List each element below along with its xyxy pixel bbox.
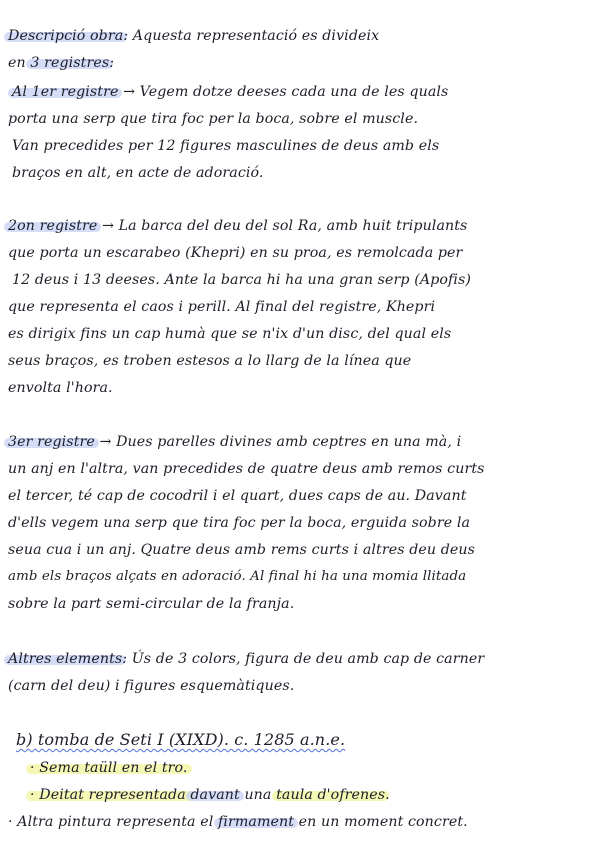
reg2-text-1: → La barca del deu del sol Ra, amb huit tripulants bbox=[97, 218, 468, 234]
reg3-label-highlight: 3er registre bbox=[8, 434, 95, 450]
reg1-line-1 bbox=[12, 82, 448, 102]
reg2-line-2: que porta un escarabeo (Khepri) en su proa, es remolcada per bbox=[8, 245, 463, 261]
reg3-line-6: amb els braços alçats en adoració. Al final hi ha una momia llitada bbox=[8, 569, 467, 584]
bullet-2-highlight: · Deitat representada bbox=[30, 787, 191, 803]
intro-line-1 bbox=[8, 26, 379, 46]
section-b-heading bbox=[16, 730, 345, 750]
intro-line-2 bbox=[8, 53, 114, 73]
intro-text-2b: : bbox=[109, 55, 115, 71]
firmament-highlight: firmament bbox=[217, 814, 295, 830]
others-label-highlight: Altres elements bbox=[8, 651, 123, 667]
reg2-line-6: seus braços, es troben estesos a lo llarg de la línea que bbox=[8, 353, 412, 369]
bullet-2-text: una bbox=[239, 787, 277, 803]
intro-text-1: : Aquesta representació es divideix bbox=[123, 28, 380, 44]
intro-text-2a: en bbox=[8, 55, 31, 71]
others-text-1: : Ús de 3 colors, figura de deu amb cap de carner bbox=[122, 651, 485, 667]
others-line-2: (carn del deu) i figures esquemàtiques. bbox=[8, 678, 295, 694]
reg3-line-4: d'ells vegem una serp que tira foc per la boca, erguida sobre la bbox=[8, 515, 471, 531]
bullet-2-end: . bbox=[385, 787, 390, 803]
reg2-line-1 bbox=[8, 216, 467, 236]
intro-label-highlight: Descripció obra bbox=[8, 28, 124, 44]
bullet-1-highlight: · Sema taüll en el tro. bbox=[30, 760, 188, 776]
reg3-line-1 bbox=[8, 432, 461, 452]
reg1-text-1: → Vegem dotze deeses cada una de les quals bbox=[118, 84, 449, 100]
reg3-line-2: un anj en l'altra, van precedides de quatre deus amb remos curts bbox=[8, 461, 485, 477]
reg1-line-4: braços en alt, en acte de adoració. bbox=[12, 165, 264, 181]
reg2-line-4: que representa el caos i perill. Al final del registre, Khepri bbox=[8, 299, 436, 315]
bullet-3-text-b: en un moment concret. bbox=[294, 814, 468, 830]
reg2-line-7: envolta l'hora. bbox=[8, 380, 113, 396]
section-b-heading-text: b) tomba de Seti I (XIXD). c. 1285 a.n.e. bbox=[16, 730, 346, 749]
reg3-line-5: seua cua i un anj. Quatre deus amb rems curts i altres deu deus bbox=[8, 542, 476, 558]
bullet-3-text-a: · Altra pintura representa el bbox=[8, 814, 218, 830]
davant-highlight: davant bbox=[190, 787, 240, 803]
reg3-text-1: → Dues parelles divines amb ceptres en una mà, i bbox=[94, 434, 462, 450]
others-line-1 bbox=[8, 649, 484, 669]
section-b-bullet-3 bbox=[8, 812, 468, 832]
reg3-line-3: el tercer, té cap de cocodril i el quart, dues caps de au. Davant bbox=[8, 488, 467, 504]
registres-highlight: 3 registres bbox=[30, 55, 110, 71]
reg2-line-3: 12 deus i 13 deeses. Ante la barca hi ha una gran serp (Apofis) bbox=[12, 272, 472, 288]
reg1-line-2: porta una serp que tira foc per la boca, sobre el muscle. bbox=[8, 111, 419, 127]
reg1-line-3: Van precedides per 12 figures masculines de deus amb els bbox=[12, 138, 440, 154]
reg3-line-7: sobre la part semi-circular de la franja. bbox=[8, 596, 295, 612]
section-b-bullet-2 bbox=[30, 785, 390, 805]
reg2-line-5: es dirigix fins un cap humà que se n'ix d'un disc, del qual els bbox=[8, 326, 452, 342]
taula-highlight: taula d'ofrenes bbox=[276, 787, 386, 803]
section-b-bullet-1 bbox=[30, 758, 188, 778]
reg1-label-highlight: Al 1er registre bbox=[12, 84, 119, 100]
reg2-label-highlight: 2on registre bbox=[8, 218, 98, 234]
